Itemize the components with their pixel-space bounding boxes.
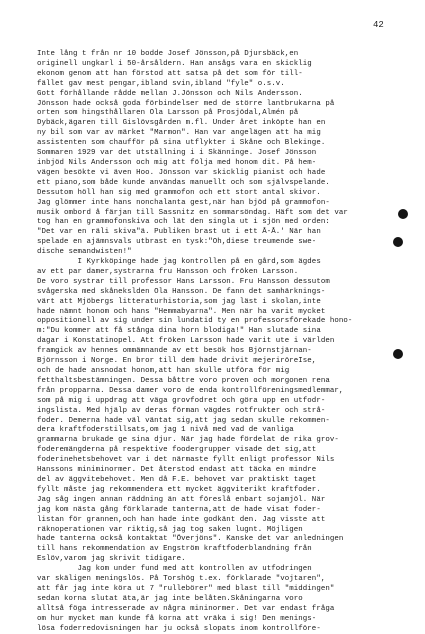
hole-punch-mark-middle bbox=[393, 237, 403, 247]
text-line: foderemängderna på respektive foodergrupper visade det sig,att bbox=[37, 446, 317, 455]
text-line: vägen besökte vi även Hoo. Jönsson var skicklig pianist och hade bbox=[37, 168, 326, 177]
text-line: alltså föga intresserade av några mininormer. Det var endast fråga bbox=[37, 604, 335, 613]
text-line: dische semandwisten!" bbox=[37, 248, 132, 257]
text-line: De voro systrar till professor Hans Larsson. Fru Hansson dessutom bbox=[37, 277, 330, 286]
text-line: hade nämnt honom och hans "Hemmabyarna". Men när ha varit mycket bbox=[37, 307, 326, 316]
text-line: I Kyrkköpinge hade jag kontrollen på en gård,som ägdes bbox=[37, 258, 321, 267]
text-line: ekonom genom att han förstod att satsa på det som för till- bbox=[37, 69, 303, 78]
text-line: fetthaltsbestämningen. Dessa båttre voro proven och morgonen rena bbox=[37, 376, 330, 385]
text-line: Hanssons miniminormer. Det återstod endast att täcka en mindre bbox=[37, 466, 317, 475]
text-line: räknoperationen var riktig,så jag tog saken lugnt. Möjligen bbox=[37, 525, 303, 534]
text-line: fället gav mest pengar,ibland svin,ibland "fyle" o.s.v. bbox=[37, 79, 285, 88]
text-line: originell ungkarl i 50-årsåldern. Han ansågs vara en skicklig bbox=[37, 59, 312, 68]
text-line: oppositionell av sig under sin lundatid ty en professorsförekade hono- bbox=[37, 317, 353, 326]
text-line: ny bil som var av märket "Marmon". Han var angelägen att ha mig bbox=[37, 129, 321, 138]
text-line: Dybäck,ägaren till Gislövsgården m.fl. Under året inköpte han en bbox=[37, 119, 326, 128]
text-line: Jag såg ingen annan räddning än att föreslå enbart sojamjöl. När bbox=[37, 495, 326, 504]
text-line: var skäligen meningslös. På Torshög t.ex. förklarade "vojtaren", bbox=[37, 575, 326, 584]
text-line: från propparna. Dessa damer voro de enda kontrollföreningsmedlemmar, bbox=[37, 386, 344, 395]
text-line: av ett par damer,systrarna fru Hansson och fröken Larsson. bbox=[37, 267, 299, 276]
text-line: Jag kom under fund med att kontrollen av utfodringen bbox=[37, 565, 312, 574]
text-line: grammarna brukade ge sina djur. När jag hade fördelat de rika grov- bbox=[37, 436, 339, 445]
text-line: hade tanterna också kontaktat "Överjöns". Kanske det var anledningen bbox=[37, 535, 344, 544]
text-line: Jag glömmer inte hans nonchalanta gest,när han bjöd på grammofon- bbox=[37, 198, 330, 207]
text-line: foder. Demerna hade väl väntat sig,att jag sedan skulle rekommen- bbox=[37, 416, 330, 425]
text-line: "Det var en räli skiva"ä. Publiken brast ut i ett Å-Å.' När han bbox=[37, 228, 321, 237]
text-line: listan för grannen,och han hade inte godkänt den. Jag visste att bbox=[37, 515, 326, 524]
text-line: Eslöv,varom jag skrivit tidigare. bbox=[37, 555, 186, 564]
text-line: Dessutom höll han sig med grammofon och ett stort antal skivor. bbox=[37, 188, 321, 197]
text-line: som på mig i uppdrag att väga grovfodret och göra upp en utfodr- bbox=[37, 396, 326, 405]
text-line: om hur mycket man kunde få korna att vräka i sig! Den menings- bbox=[37, 614, 317, 623]
text-line: ingslista. Med hjälp av deras förman vägdes rotfrukter och strå- bbox=[37, 406, 326, 415]
hole-punch-mark-bottom bbox=[393, 349, 403, 359]
text-line: Inte lång t från nr 10 bodde Josef Jönsson,på Djursbäck,en bbox=[37, 50, 299, 58]
text-line: spelade en ajämnsvals utbrast en tysk:"Oh,diese treumende swe- bbox=[37, 238, 317, 247]
text-line: jag kom nästa gång förklarade tanterna,att de hade visat foder- bbox=[37, 505, 321, 514]
text-line: orten som hingsthållaren Ola Larsson på Prosjödal,Almén på bbox=[37, 109, 299, 118]
text-line: tog han en grammofonskiva och lät den singla ut i sjön med orden: bbox=[37, 218, 330, 227]
text-line: och de hade ansnodat honom,att han skulle utföra för mig bbox=[37, 367, 290, 375]
text-line: svågerska med skånekslden Ola Hansson. De fann det samhärknings- bbox=[37, 287, 326, 296]
text-line: framgick av hennes ommämnande av ett besök hos Björnstjärnan- bbox=[37, 347, 312, 356]
text-line: dera kraftfoderstillsats,om jag 1 nivå med vad de vanliga bbox=[37, 426, 294, 435]
text-line: del av äggvitebehovet. Men då F.E. behovet var praktiskt taget bbox=[37, 475, 317, 484]
text-line: att får jag inte köra ut 7 "rullebörer" med blast till "middingen" bbox=[37, 584, 335, 593]
text-line: fyllt måste jag rekommendera ett mycket äggviterikt kraftfoder. bbox=[37, 485, 321, 494]
text-line: dagar i Konstatinopel. Att fröken Larsson hade varit ute i världen bbox=[37, 337, 335, 346]
text-line: Björnsson i Norge. En bror till dem hade drivit mejeriröreIse, bbox=[37, 357, 317, 366]
text-line: lösa foderredovisningen har ju också slopats inom kontrollföre- bbox=[37, 624, 321, 633]
text-line: värt att Mjöbergs litteraturhistoria,som jag läst i skolan,inte bbox=[37, 297, 321, 306]
text-line: Jönsson hade också goda förbindelser med de större lantbrukarna på bbox=[37, 99, 335, 108]
text-line: inbjöd Nils Andersson och mig att följa med honom dit. På hem- bbox=[37, 158, 317, 167]
text-line: foderinehetsbehovet var i det närmaste fyllt enligt professor Nils bbox=[37, 456, 335, 465]
page-number: 42 bbox=[373, 20, 384, 30]
text-line: musik ombord å färjan till Sassnitz en sommarsöndag. Häft som det var bbox=[37, 208, 348, 217]
text-line: Gott förhållande rådde mellan J.Jönsson och Nils Andersson. bbox=[37, 89, 303, 98]
typed-body-text bbox=[37, 50, 397, 634]
text-line: assistenten som chaufför på sina utflykter i Skåne och Blekinge. bbox=[37, 139, 326, 148]
text-line: Sommaren 1929 var det utställning i i Skänninge. Josef Jönsson bbox=[37, 149, 317, 158]
text-line: till hans rekommendation av Engström kraftfoderblandning från bbox=[37, 545, 312, 554]
hole-punch-mark-top bbox=[398, 209, 408, 219]
text-line: sedan korna slutat äta,är jag inte belåten.Skåningarna voro bbox=[37, 594, 303, 603]
text-line: m:"Du kommer att få stånga dina horn blodiga!" Han slutade sina bbox=[37, 327, 321, 336]
text-line: ett piano,som både kunde användas manuellt och som självspelande. bbox=[37, 178, 330, 187]
